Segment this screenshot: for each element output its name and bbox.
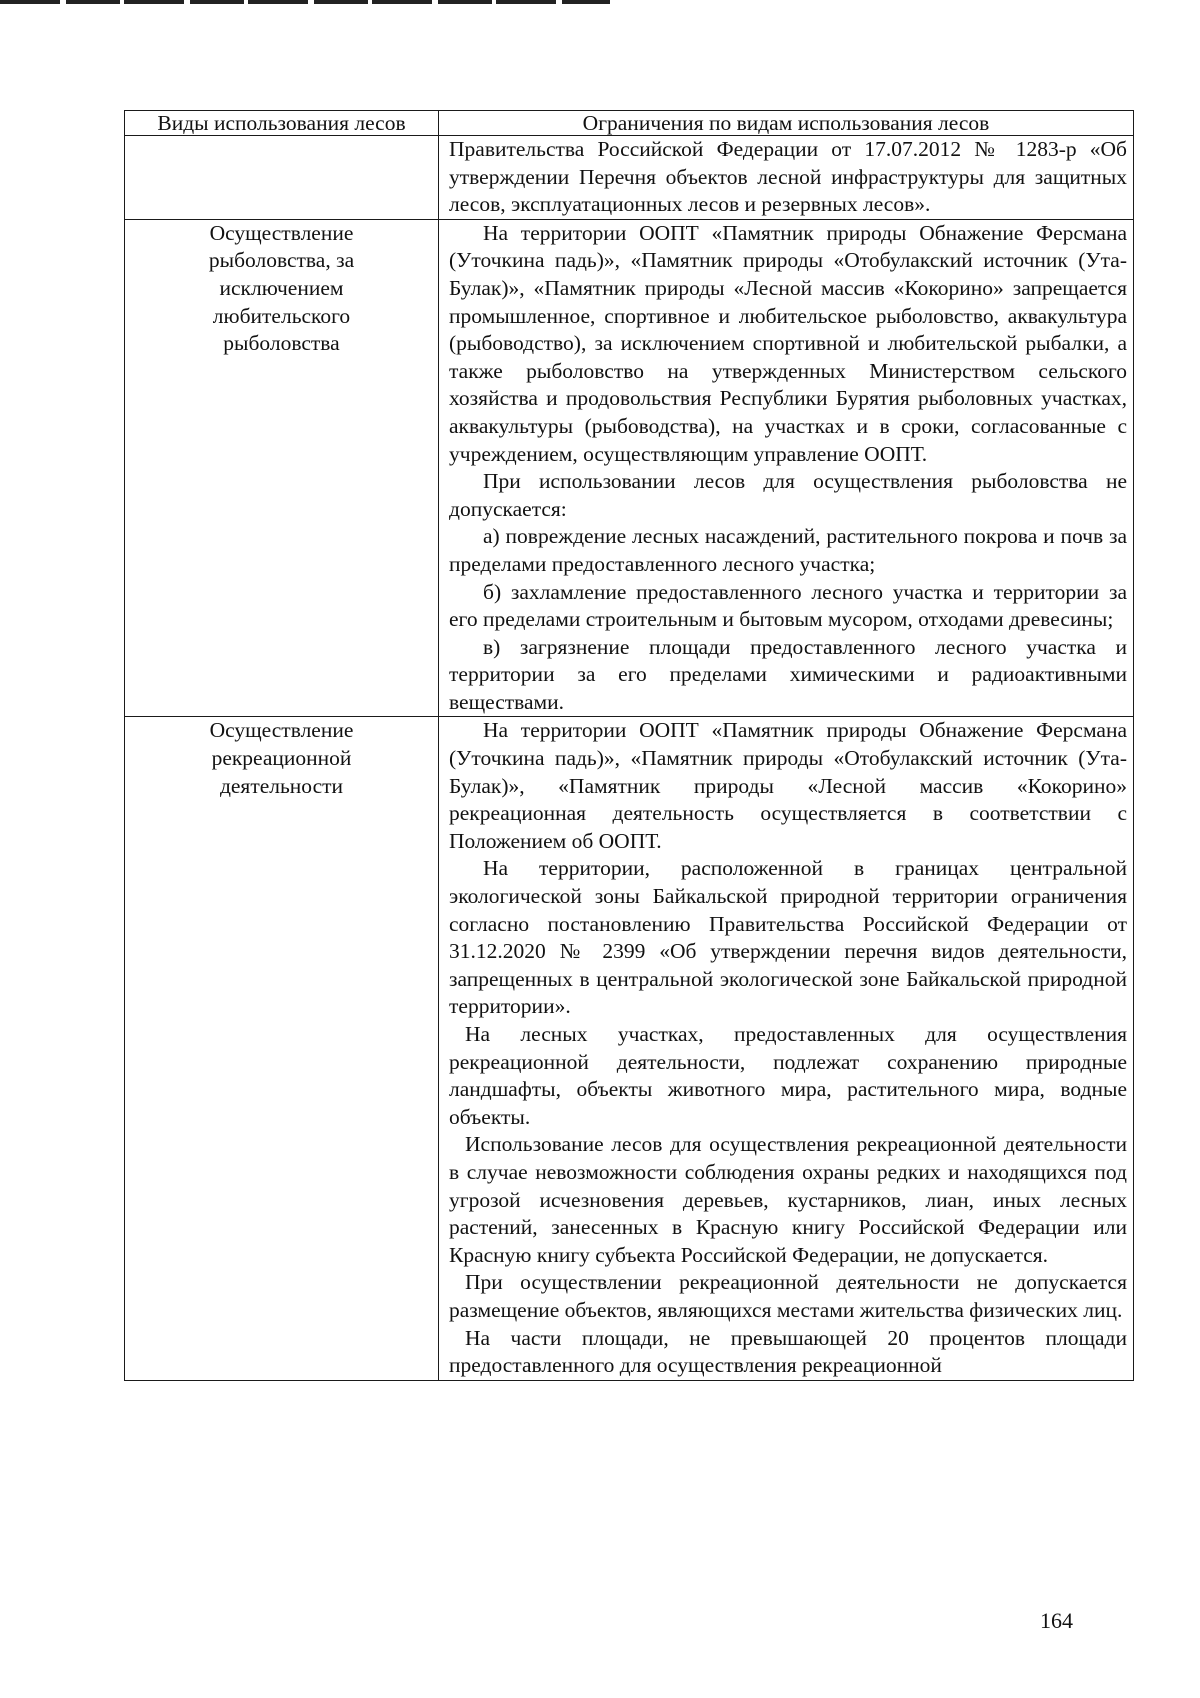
restriction-paragraph: На части площади, не превышающей 20 процентов площади предоставленного для осуществления рекреационной [449, 1325, 1127, 1378]
page-number: 164 [1040, 1608, 1073, 1633]
table-row [125, 219, 1134, 717]
use-type-cell: Осуществление рыболовства, за исключением любительского рыболовства [125, 219, 439, 717]
restriction-paragraph: На территории ООПТ «Памятник природы Обнажение Ферсмана (Уточкина падь)», «Памятник природы «Отобулакский источник (Ута-Булак)», «Памятник природы «Лесной массив «Кокорино» рекреационная деятельность осуществляется в соответствии с Положением об ООПТ. [449, 718, 1127, 853]
use-type-cell: Осуществление рекреационной деятельности [125, 717, 439, 1380]
restriction-paragraph: На территории ООПТ «Памятник природы Обнажение Ферсмана (Уточкина падь)», «Памятник природы «Отобулакский источник (Ута-Булак)», «Памятник природы «Лесной массив «Кокорино» запрещается промышленное, спортивное и любительское рыболовство, аквакультура (рыбоводство), за исключением спортивной и любительской рыбалки, а также рыболовство на утвержденных Министерством сельского хозяйства и продовольствия Республики Бурятия рыболовных участках, аквакультуры (рыбоводства), на участках и в сроки, согласованные с учреждением, осуществляющим управление ООПТ. [449, 220, 1127, 466]
restriction-paragraph: б) захламление предоставленного лесного участка и территории за его пределами строительным и бытовым мусором, отходами древесины; [449, 579, 1127, 632]
restriction-paragraph: Использование лесов для осуществления рекреационной деятельности в случае невозможности соблюдения охраны редких и находящихся под угрозой исчезновения деревьев, кустарников, лиан, иных лесных растений, занесенных в Красную книгу Российской Федерации или Красную книгу субъекта Российской Федерации, не допускается. [449, 1132, 1127, 1267]
table-header-row [125, 111, 1134, 136]
header-restrictions: Ограничения по видам использования лесов [439, 111, 1134, 136]
restriction-paragraph: На лесных участках, предоставленных для осуществления рекреационной деятельности, подлежат сохранению природные ландшафты, объекты животного мира, растительного мира, водные объекты. [449, 1022, 1127, 1129]
restriction-paragraph: При осуществлении рекреационной деятельности не допускается размещение объектов, являющихся местами жительства физических лиц. [449, 1270, 1127, 1322]
use-type-cell [125, 136, 439, 220]
restriction-cell [439, 136, 1134, 220]
restriction-paragraph: При использовании лесов для осуществления рыболовства не допускается: [449, 469, 1127, 521]
header-use-types: Виды использования лесов [125, 111, 439, 136]
restriction-paragraph: Правительства Российской Федерации от 17.07.2012 № 1283-р «Об утверждении Перечня объектов лесной инфраструктуры для защитных лесов, эксплуатационных лесов и резервных лесов». [449, 137, 1127, 217]
table-row [125, 136, 1134, 220]
restriction-paragraph: а) повреждение лесных насаждений, растительного покрова и почв за пределами предоставленного лесного участка; [449, 524, 1127, 576]
restriction-cell [439, 717, 1134, 1380]
restriction-cell [439, 219, 1134, 717]
restriction-paragraph: в) загрязнение площади предоставленного лесного участка и территории за его пределами химическими и радиоактивными веществами. [449, 634, 1127, 714]
scan-edge-artifact [0, 0, 610, 4]
table-row [125, 717, 1134, 1380]
restriction-paragraph: На территории, расположенной в границах центральной экологической зоны Байкальской природной территории ограничения согласно постановлению Правительства Российской Федерации от 31.12.2020 № 2399 «Об утверждении перечня видов деятельности, запрещенных в центральной экологической зоне Байкальской природной территории». [449, 856, 1127, 1019]
forest-use-restrictions-table [124, 110, 1134, 1381]
